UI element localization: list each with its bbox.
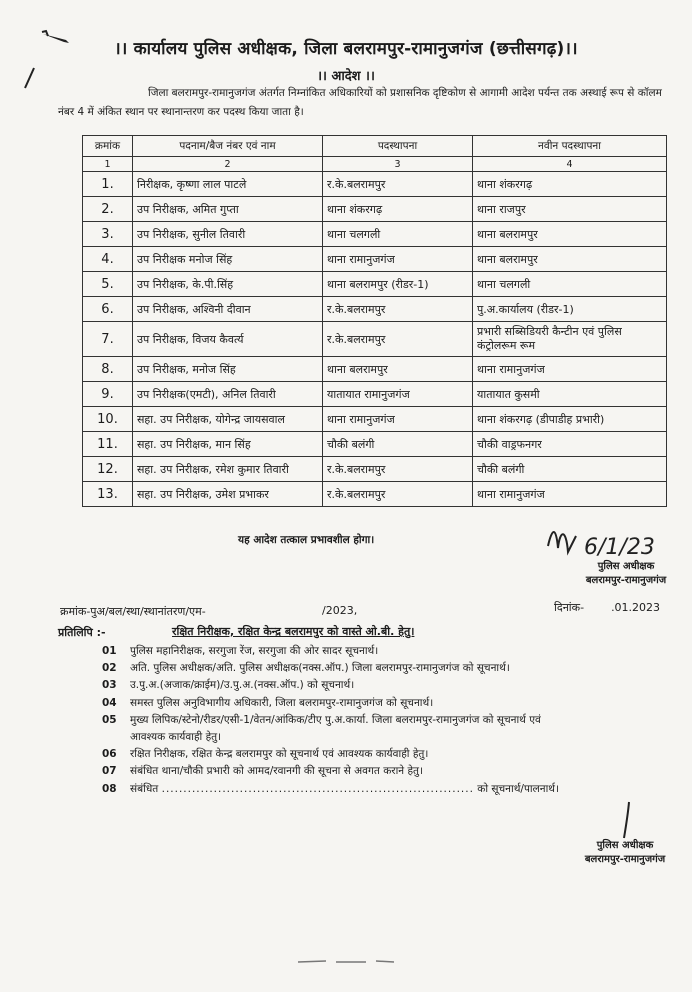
column-header: नवीन पदस्थापना xyxy=(473,136,667,157)
column-number-row xyxy=(83,157,667,172)
column-header: क्रमांक xyxy=(83,136,133,157)
date-value: .01.2023 xyxy=(611,601,661,614)
new-posting: थाना बलरामपुर xyxy=(473,222,667,247)
list-item xyxy=(102,712,682,729)
effective-statement: यह आदेश तत्काल प्रभावशील होगा। xyxy=(238,534,375,546)
table-row xyxy=(83,357,667,382)
item-text: मुख्य लिपिक/स्टेनो/रीडर/एसी-1/वेतन/आंकिक/टीए पु.अ.कार्या. जिला बलरामपुर-रामानुजगंज को सूचनार्थ एवं xyxy=(130,713,541,726)
serial-number: 10. xyxy=(83,407,133,432)
item-text: संबंधित थाना/चौकी प्रभारी को आमद/रवानगी की सूचना से अवगत कराने हेतु। xyxy=(130,765,424,778)
officer-name: उप निरीक्षक, विजय कैवर्त्य xyxy=(133,322,323,357)
officer-name: उप निरीक्षक, अमित गुप्ता xyxy=(133,197,323,222)
table-row xyxy=(83,322,667,357)
officer-name: सहा. उप निरीक्षक, उमेश प्रभाकर xyxy=(133,482,323,507)
new-posting: प्रभारी सब्सिडियरी कैन्टीन एवं पुलिस कंट्रोलरूम रूम xyxy=(473,322,667,357)
officer-name: निरीक्षक, कृष्णा लाल पाटले xyxy=(133,172,323,197)
officer-name: उप निरीक्षक, मनोज सिंह xyxy=(133,357,323,382)
table-header-row xyxy=(83,136,667,157)
item-text-prefix: संबंधित xyxy=(130,782,159,795)
officer-name: उप निरीक्षक, सुनील तिवारी xyxy=(133,222,323,247)
designation: पुलिस अधीक्षक xyxy=(597,561,655,572)
list-item xyxy=(102,677,682,694)
officer-name: सहा. उप निरीक्षक, रमेश कुमार तिवारी xyxy=(133,457,323,482)
current-posting: थाना बलरामपुर xyxy=(323,357,473,382)
current-posting: र.के.बलरामपुर xyxy=(323,322,473,357)
item-text: पुलिस महानिरीक्षक, सरगुजा रेंज, सरगुजा की ओर सादर सूचनार्थ। xyxy=(130,645,379,657)
column-number: 2 xyxy=(133,157,323,172)
new-posting: पु.अ.कार्यालय (रीडर-1) xyxy=(473,297,667,322)
signature-date: 6/1/23 xyxy=(584,535,655,560)
serial-number: 11. xyxy=(83,432,133,457)
officer-name: सहा. उप निरीक्षक, योगेन्द्र जायसवाल xyxy=(133,407,323,432)
list-item xyxy=(102,643,682,660)
order-heading: ।। आदेश ।। xyxy=(317,69,375,84)
serial-number: 2. xyxy=(83,197,133,222)
officer-name: उप निरीक्षक(एमटी), अनिल तिवारी xyxy=(133,382,323,407)
reference-number: क्रमांक-पुअ/बल/स्था/स्थानांतरण/एम- xyxy=(60,605,206,618)
table-row xyxy=(83,297,667,322)
table-row xyxy=(83,382,667,407)
serial-number: 8. xyxy=(83,357,133,382)
table-row xyxy=(83,432,667,457)
serial-number: 12. xyxy=(83,457,133,482)
table-row xyxy=(83,247,667,272)
copy-list xyxy=(102,643,682,798)
item-number: 06 xyxy=(102,748,117,761)
office-title: ।। कार्यालय पुलिस अधीक्षक, जिला बलरामपुर-रामानुजगंज (छत्तीसगढ़)।। xyxy=(114,39,578,59)
serial-number: 5. xyxy=(83,272,133,297)
column-number: 1 xyxy=(83,157,133,172)
new-posting: थाना शंकरगढ़ (डीपाडीह प्रभारी) xyxy=(473,407,667,432)
district: बलरामपुर-रामानुजगंज xyxy=(585,575,667,586)
table-row xyxy=(83,407,667,432)
current-posting: र.के.बलरामपुर xyxy=(323,457,473,482)
table-row xyxy=(83,457,667,482)
current-posting: र.के.बलरामपुर xyxy=(323,172,473,197)
item-continuation: आवश्यक कार्यवाही हेतु। xyxy=(130,731,222,744)
current-posting: थाना रामानुजगंज xyxy=(323,247,473,272)
item-number: 03 xyxy=(102,679,117,692)
reference-year: /2023, xyxy=(322,604,358,617)
current-posting: थाना बलरामपुर (रीडर-1) xyxy=(323,272,473,297)
serial-number: 13. xyxy=(83,482,133,507)
transfer-table xyxy=(82,135,667,507)
serial-number: 3. xyxy=(83,222,133,247)
table-row xyxy=(83,272,667,297)
new-posting: थाना राजपुर xyxy=(473,197,667,222)
page-edge-mark xyxy=(296,956,396,968)
officer-name: सहा. उप निरीक्षक, मान सिंह xyxy=(133,432,323,457)
item-number: 02 xyxy=(102,662,117,675)
item-text: अति. पुलिस अधीक्षक/अति. पुलिस अधीक्षक(नक्स.ऑप.) जिला बलरामपुर-रामानुजगंज को सूचनार्थ। xyxy=(130,662,510,675)
blank-dots: ........................................................................ xyxy=(161,782,474,795)
table-row xyxy=(83,482,667,507)
signature-designation-block xyxy=(566,560,686,588)
new-posting: यातायात कुसमी xyxy=(473,382,667,407)
copy-heading: रक्षित निरीक्षक, रक्षित केन्द्र बलरामपुर को वास्ते ओ.बी. हेतु। xyxy=(172,625,415,638)
table-row xyxy=(83,197,667,222)
item-text: रक्षित निरीक्षक, रक्षित केन्द्र बलरामपुर को सूचनार्थ एवं आवश्यक कार्यवाही हेतु। xyxy=(130,748,429,761)
list-item xyxy=(102,746,682,763)
serial-number: 1. xyxy=(83,172,133,197)
column-number: 4 xyxy=(473,157,667,172)
serial-number: 7. xyxy=(83,322,133,357)
copy-label: प्रतिलिपि :- xyxy=(58,626,106,639)
officer-name: उप निरीक्षक, अश्विनी दीवान xyxy=(133,297,323,322)
column-number: 3 xyxy=(323,157,473,172)
current-posting: थाना शंकरगढ़ xyxy=(323,197,473,222)
item-number: 08 xyxy=(102,782,117,795)
item-number: 05 xyxy=(102,713,117,726)
officer-name: उप निरीक्षक, के.पी.सिंह xyxy=(133,272,323,297)
table-row xyxy=(83,172,667,197)
item-text: उ.पु.अ.(अजाक/क्राईम)/उ.पु.अ.(नक्स.ऑप.) को सूचनार्थ। xyxy=(130,679,355,692)
current-posting: र.के.बलरामपुर xyxy=(323,297,473,322)
serial-number: 4. xyxy=(83,247,133,272)
item-text-suffix: को सूचनार्थ/पालनार्थ। xyxy=(477,782,559,795)
serial-number: 6. xyxy=(83,297,133,322)
current-posting: थाना चलगली xyxy=(323,222,473,247)
list-item xyxy=(102,660,682,677)
new-posting: थाना चलगली xyxy=(473,272,667,297)
date-label: दिनांक- xyxy=(554,601,585,614)
order-intro-text: जिला बलरामपुर-रामानुजगंज अंतर्गत निम्नांकित अधिकारियों को प्रशासनिक दृष्टिकोण से आगामी आदेश पर्यन्त तक अस्थाई रूप से कॉलम नंबर 4 में अंकित स्थान पर स्थानान्तरण कर पदस्थ किया जाता है। xyxy=(58,87,662,118)
new-posting: थाना बलरामपुर xyxy=(473,247,667,272)
column-header: पदस्थापना xyxy=(323,136,473,157)
item-number: 07 xyxy=(102,765,117,778)
district: बलरामपुर-रामानुजगंज xyxy=(584,854,666,865)
serial-number: 9. xyxy=(83,382,133,407)
list-item xyxy=(102,695,682,712)
signature-scrawl xyxy=(542,518,672,564)
signature-designation-block-2 xyxy=(565,839,685,867)
item-text xyxy=(130,781,682,798)
list-item xyxy=(102,763,682,780)
list-item xyxy=(102,781,682,798)
order-date xyxy=(554,600,660,615)
current-posting: र.के.बलरामपुर xyxy=(323,482,473,507)
signature-stroke xyxy=(620,800,634,840)
new-posting: थाना शंकरगढ़ xyxy=(473,172,667,197)
item-number: 04 xyxy=(102,696,117,709)
new-posting: थाना रामानुजगंज xyxy=(473,482,667,507)
item-text: समस्त पुलिस अनुविभागीय अधिकारी, जिला बलरामपुर-रामानुजगंज को सूचनार्थ। xyxy=(130,696,434,709)
column-header: पदनाम/बैज नंबर एवं नाम xyxy=(133,136,323,157)
designation: पुलिस अधीक्षक xyxy=(596,840,654,851)
officer-name: उप निरीक्षक मनोज सिंह xyxy=(133,247,323,272)
new-posting: चौकी वाड्रफनगर xyxy=(473,432,667,457)
item-number: 01 xyxy=(102,645,117,657)
new-posting: चौकी बलंगी xyxy=(473,457,667,482)
current-posting: चौकी बलंगी xyxy=(323,432,473,457)
current-posting: थाना रामानुजगंज xyxy=(323,407,473,432)
new-posting: थाना रामानुजगंज xyxy=(473,357,667,382)
current-posting: यातायात रामानुजगंज xyxy=(323,382,473,407)
table-row xyxy=(83,222,667,247)
